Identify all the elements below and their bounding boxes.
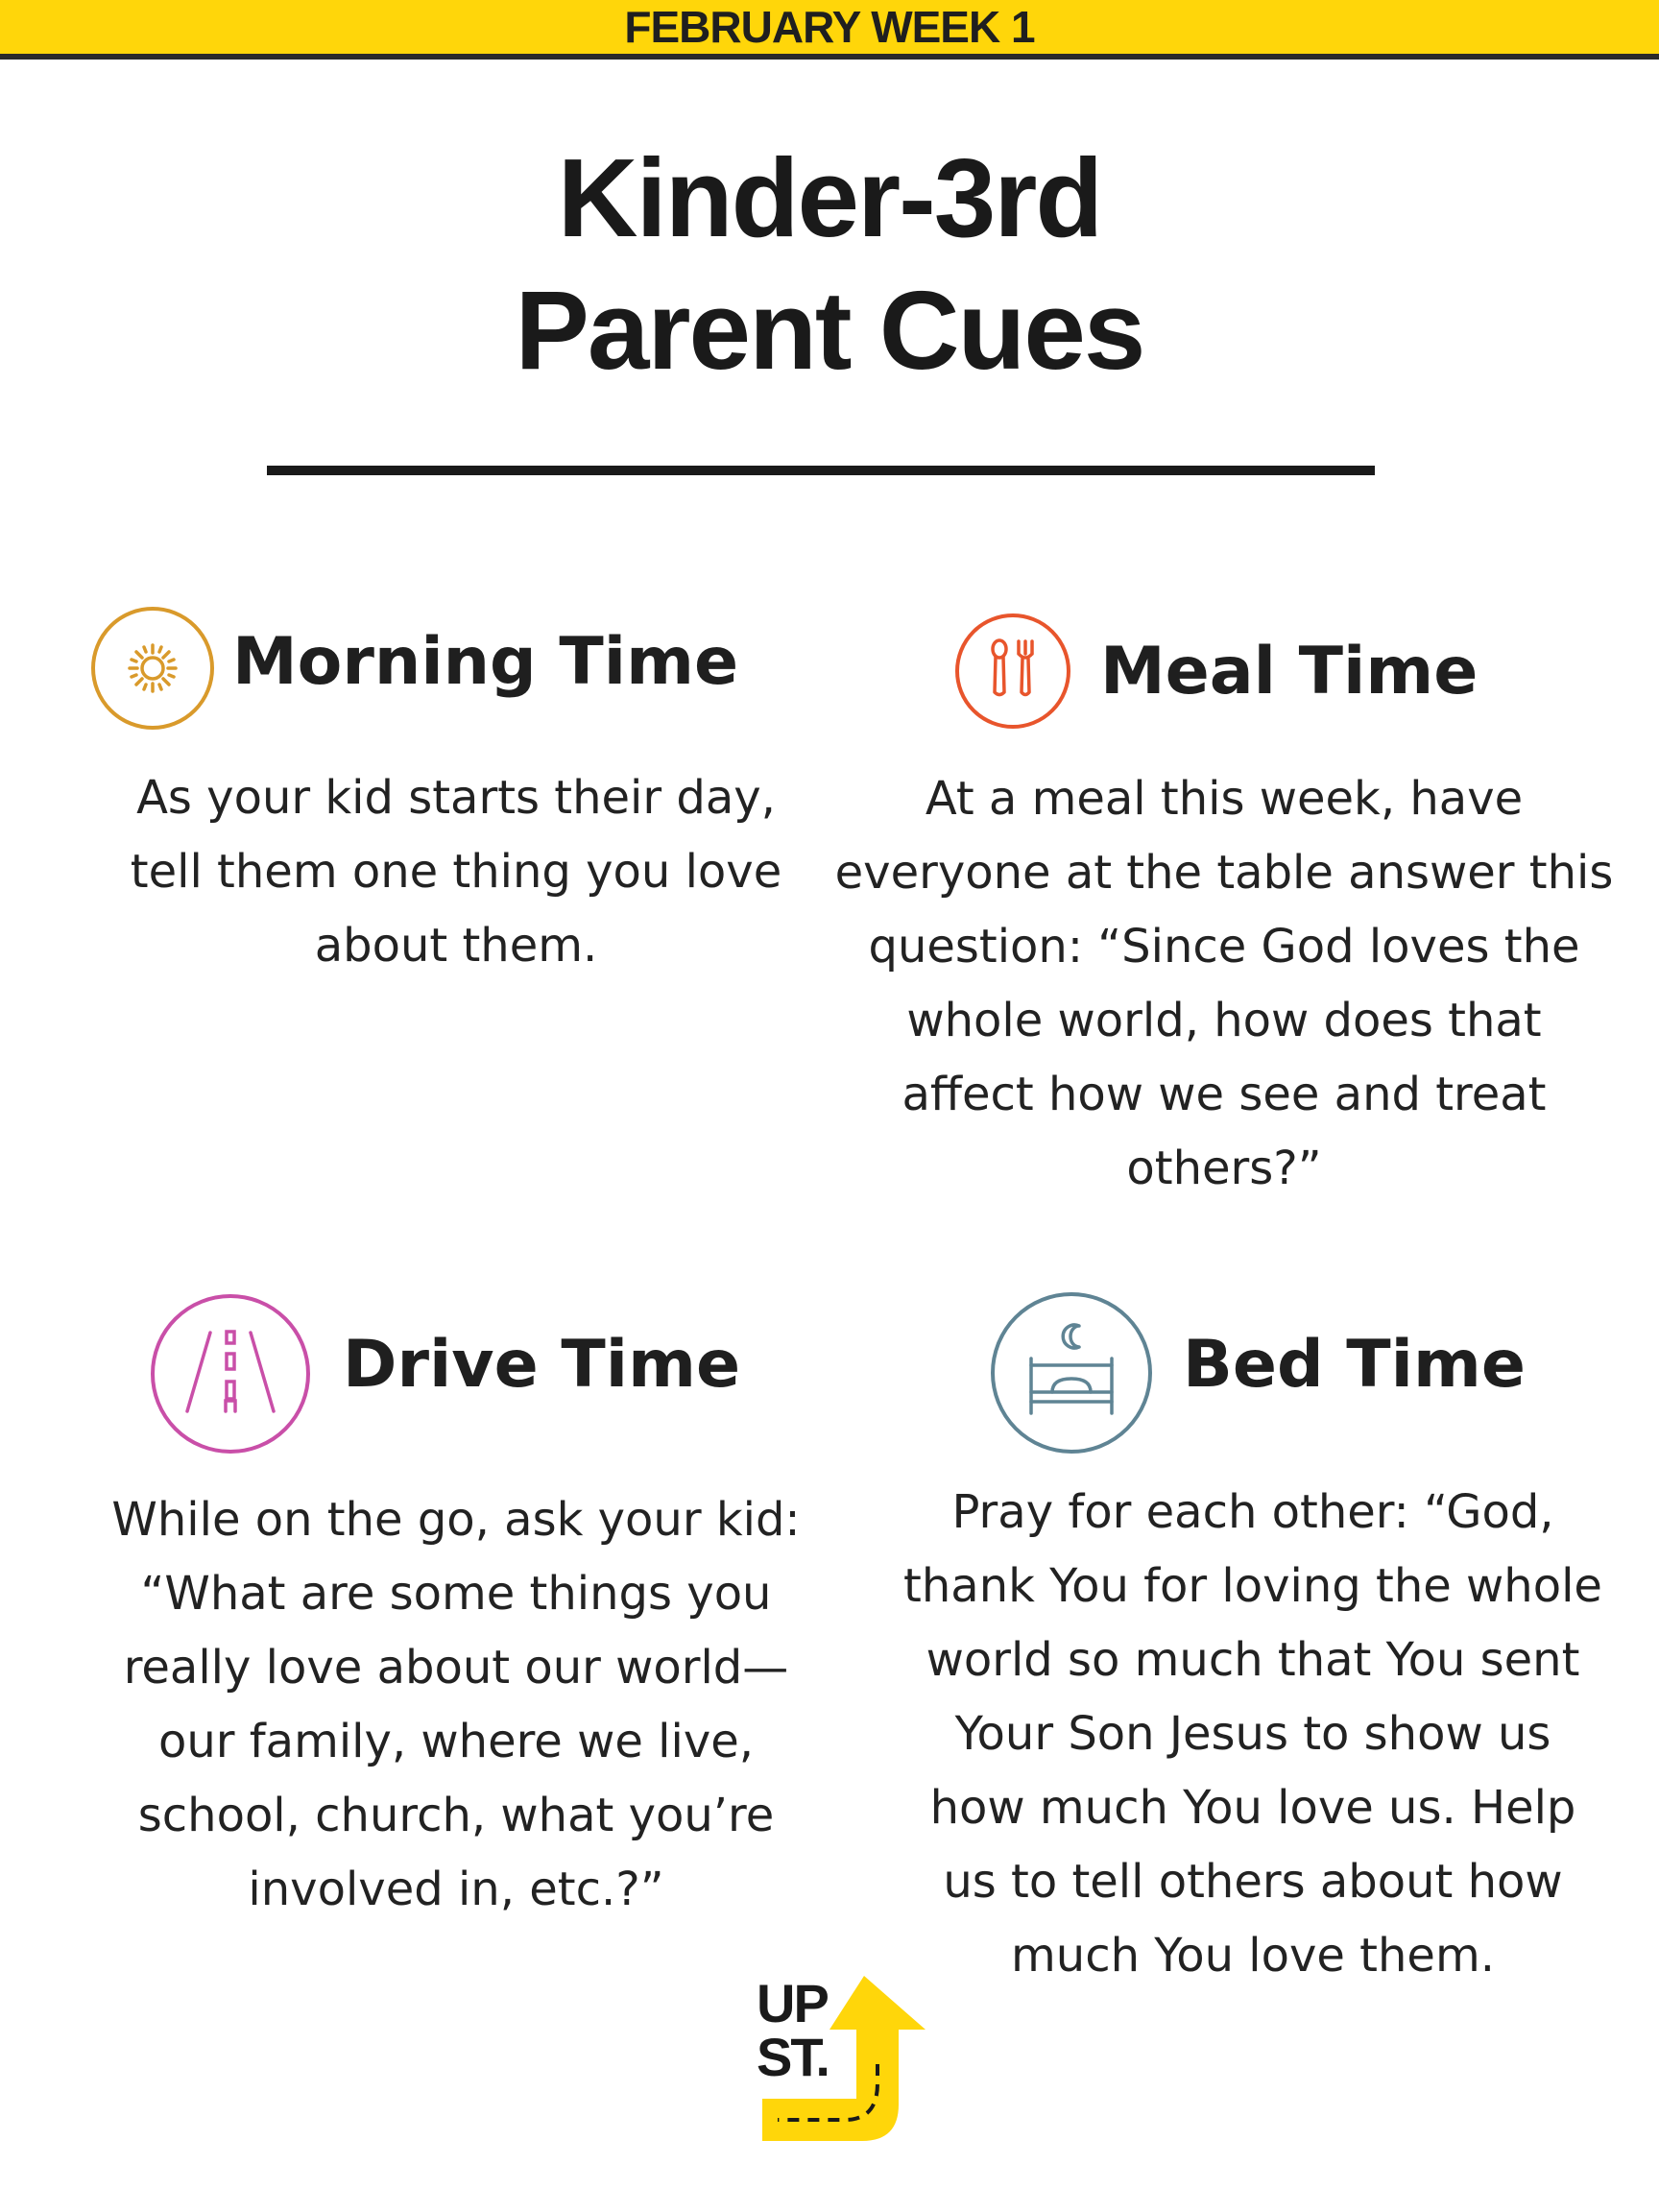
- banner-label: FEBRUARY WEEK 1: [624, 2, 1035, 52]
- text-line: whole world, how does that: [906, 994, 1542, 1047]
- text-line: world so much that You sent: [926, 1633, 1580, 1687]
- text-line: others?”: [1126, 1142, 1322, 1195]
- bed-time-heading: Bed Time: [1183, 1327, 1526, 1403]
- text-line: much You love them.: [1011, 1929, 1495, 1983]
- page-title-line-2: Parent Cues: [515, 268, 1144, 393]
- text-line: our family, where we live,: [157, 1715, 755, 1768]
- text-line: us to tell others about how: [943, 1855, 1563, 1909]
- title-divider: [267, 466, 1375, 475]
- text-line: about them.: [314, 919, 598, 973]
- text-line: While on the go, ask your kid:: [111, 1493, 801, 1547]
- utensils-icon: [953, 612, 1072, 731]
- bed-moon-icon: [989, 1290, 1154, 1455]
- logo-line-1: UP: [757, 1976, 828, 2033]
- text-line: everyone at the table answer this: [834, 846, 1614, 900]
- text-line: really love about our world—: [123, 1641, 789, 1695]
- road-icon: [149, 1292, 312, 1455]
- header-banner: [0, 0, 1659, 60]
- morning-time-text: [58, 761, 854, 983]
- text-line: school, church, what you’re: [137, 1789, 775, 1842]
- text-line: thank You for loving the whole: [903, 1559, 1602, 1613]
- sun-icon: [89, 605, 216, 732]
- bed-time-text: [845, 1476, 1659, 1993]
- text-line: Pray for each other: “God,: [951, 1485, 1554, 1539]
- text-line: how much You love us. Help: [929, 1781, 1576, 1835]
- meal-time-text: [811, 762, 1637, 1206]
- text-line: affect how we see and treat: [902, 1068, 1547, 1121]
- morning-time-heading: Morning Time: [232, 624, 739, 700]
- text-line: tell them one thing you love: [130, 845, 782, 899]
- drive-time-text: [48, 1483, 864, 1927]
- text-line: As your kid starts their day,: [136, 771, 776, 825]
- text-line: Your Son Jesus to show us: [954, 1707, 1551, 1761]
- text-line: At a meal this week, have: [925, 772, 1524, 826]
- drive-time-heading: Drive Time: [343, 1327, 741, 1403]
- text-line: question: “Since God loves the: [868, 920, 1580, 974]
- upstreet-logo: [757, 1976, 929, 2152]
- text-line: “What are some things you: [140, 1567, 772, 1621]
- page-title-line-1: Kinder-3rd: [557, 135, 1102, 260]
- logo-line-2: ST.: [757, 2027, 829, 2087]
- text-line: involved in, etc.?”: [248, 1863, 664, 1916]
- meal-time-heading: Meal Time: [1100, 634, 1479, 709]
